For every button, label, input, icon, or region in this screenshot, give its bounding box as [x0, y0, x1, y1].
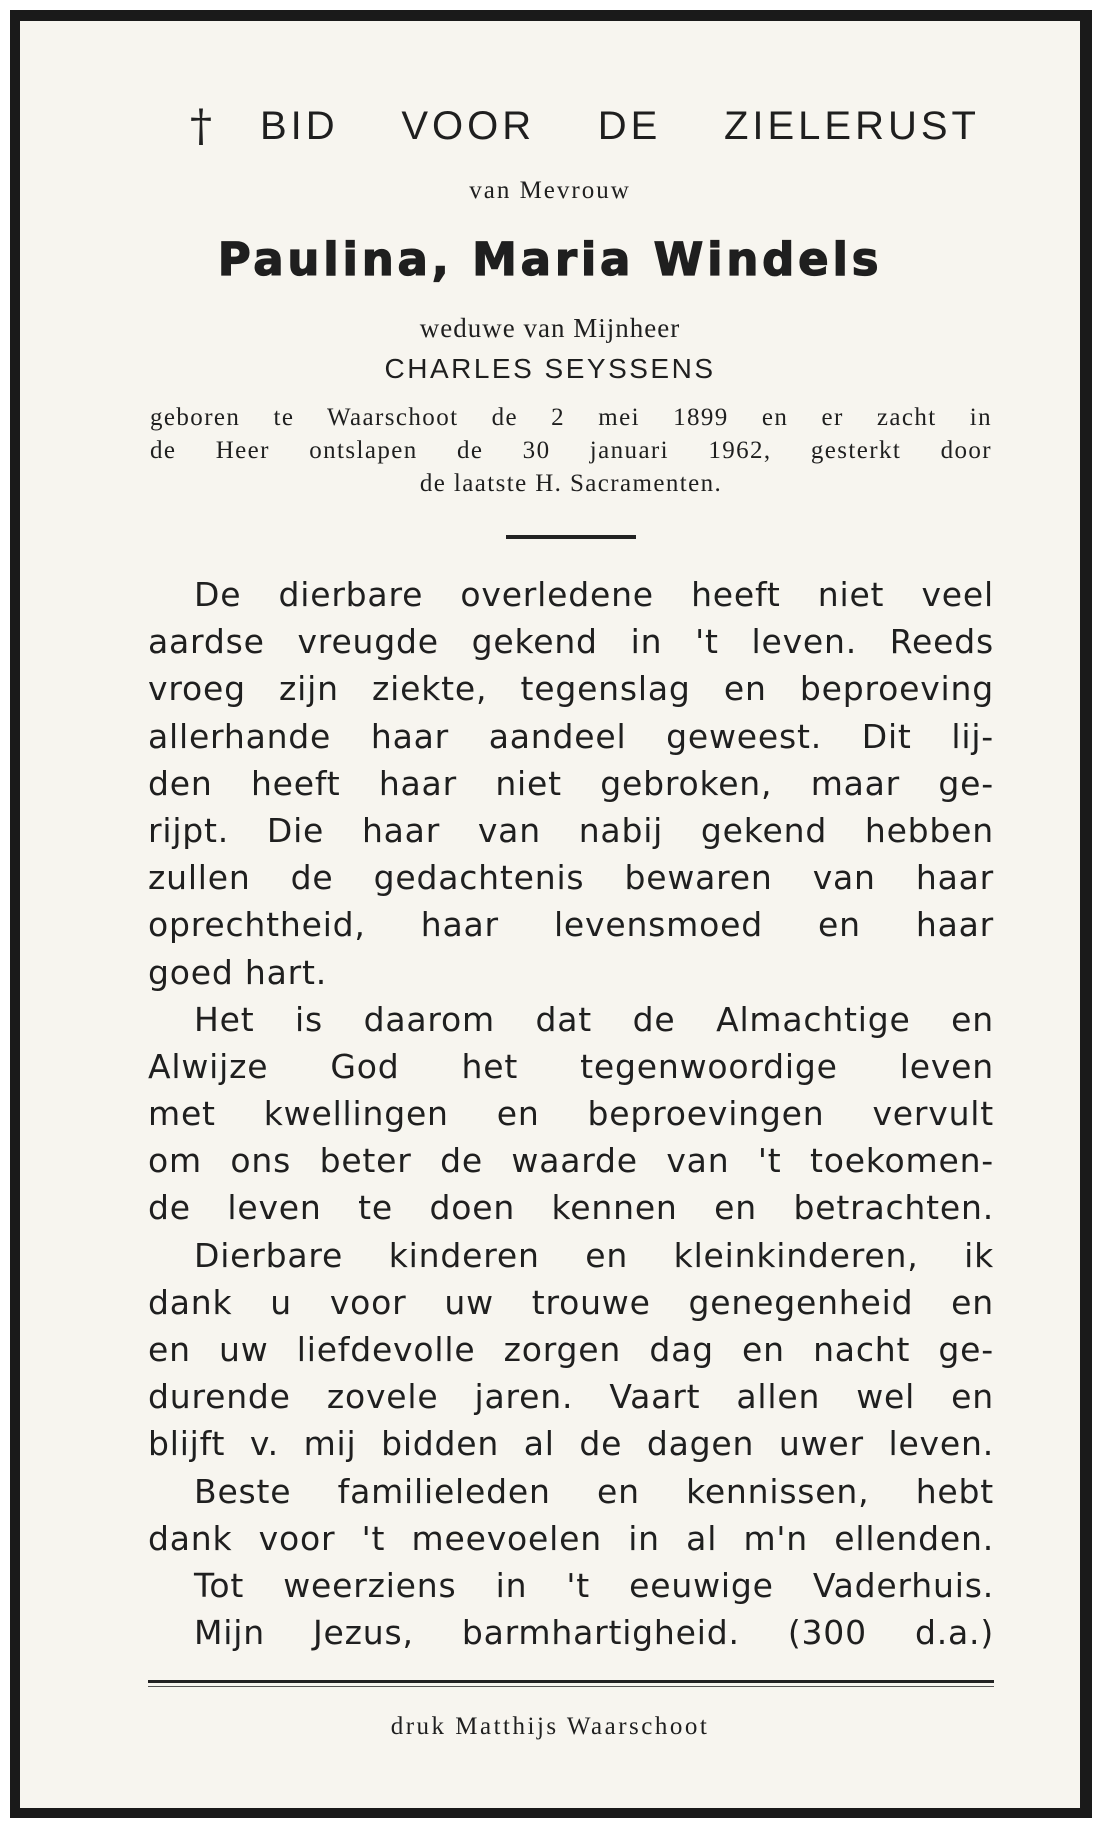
printer-credit: druk Matthijs Waarschoot: [390, 1713, 710, 1740]
text-line: zullen de gedachtenis bewaren van haar: [148, 858, 994, 898]
text-line: durende zovele jaren. Vaart allen wel en: [148, 1377, 994, 1417]
heading-word: VOOR: [401, 104, 536, 148]
text-line: blijft v. mij bidden al de dagen uwer leven.: [148, 1424, 994, 1464]
card-content: [20, 21, 1080, 1808]
deceased-name: Paulina, Maria Windels: [217, 233, 883, 286]
birth-death-line: geboren te Waarschoot de 2 mei 1899 en er zacht in: [150, 404, 992, 431]
heading-text: [260, 104, 980, 149]
birth-death-line: de laatste H. Sacramenten.: [419, 470, 723, 497]
text-line: dank u voor uw trouwe genegenheid en: [148, 1282, 994, 1322]
text-line: Tot weerziens in 't eeuwige Vaderhuis.: [194, 1565, 994, 1605]
van-mevrouw: van Mevrouw: [469, 177, 631, 204]
husband-name: CHARLES SEYSSENS: [384, 353, 716, 384]
text-line: met kwellingen en beproevingen vervult: [148, 1094, 994, 1134]
text-line: Het is daarom dat de Almachtige en: [194, 999, 994, 1039]
memorial-card: [10, 10, 1092, 1818]
text-line: Dierbare kinderen en kleinkinderen, ik: [194, 1235, 994, 1275]
text-line: goed hart.: [148, 952, 328, 992]
divider: [506, 535, 636, 539]
text-line: Mijn Jezus, barmhartigheid. (300 d.a.): [194, 1613, 994, 1653]
text-line: allerhande haar aandeel geweest. Dit lij-: [148, 716, 994, 756]
birth-death-line: de Heer ontslapen de 30 januari 1962, gesterkt door: [150, 437, 992, 464]
memorial-text: [148, 571, 994, 1656]
widow-of: weduwe van Mijnheer: [419, 313, 681, 343]
prayer-heading: [190, 101, 980, 152]
text-line: dank voor 't meevoelen in al m'n ellenden.: [148, 1518, 994, 1558]
cross-icon: †: [190, 101, 216, 152]
bottom-divider-thin: [148, 1686, 994, 1687]
heading-word: BID: [260, 104, 339, 148]
text-line: om ons beter de waarde van 't toekomen-: [148, 1141, 994, 1181]
text-line: oprechtheid, haar levensmoed en haar: [148, 905, 994, 945]
text-line: Alwijze God het tegenwoordige leven: [148, 1046, 994, 1086]
heading-word: DE: [597, 104, 662, 148]
text-line: vroeg zijn ziekte, tegenslag en beproeving: [148, 669, 994, 709]
text-line: rijpt. Die haar van nabij gekend hebben: [148, 810, 994, 850]
text-line: en uw liefdevolle zorgen dag en nacht ge-: [148, 1330, 994, 1369]
text-line: aardse vreugde gekend in 't leven. Reeds: [148, 622, 994, 662]
text-line: De dierbare overledene heeft niet veel: [194, 575, 994, 614]
text-line: de leven te doen kennen en betrachten.: [148, 1188, 994, 1228]
text-line: Beste familieleden en kennissen, hebt: [194, 1471, 994, 1511]
heading-word: ZIELERUST: [723, 104, 980, 148]
text-line: den heeft haar niet gebroken, maar ge-: [148, 763, 994, 803]
bottom-divider: [148, 1680, 994, 1683]
